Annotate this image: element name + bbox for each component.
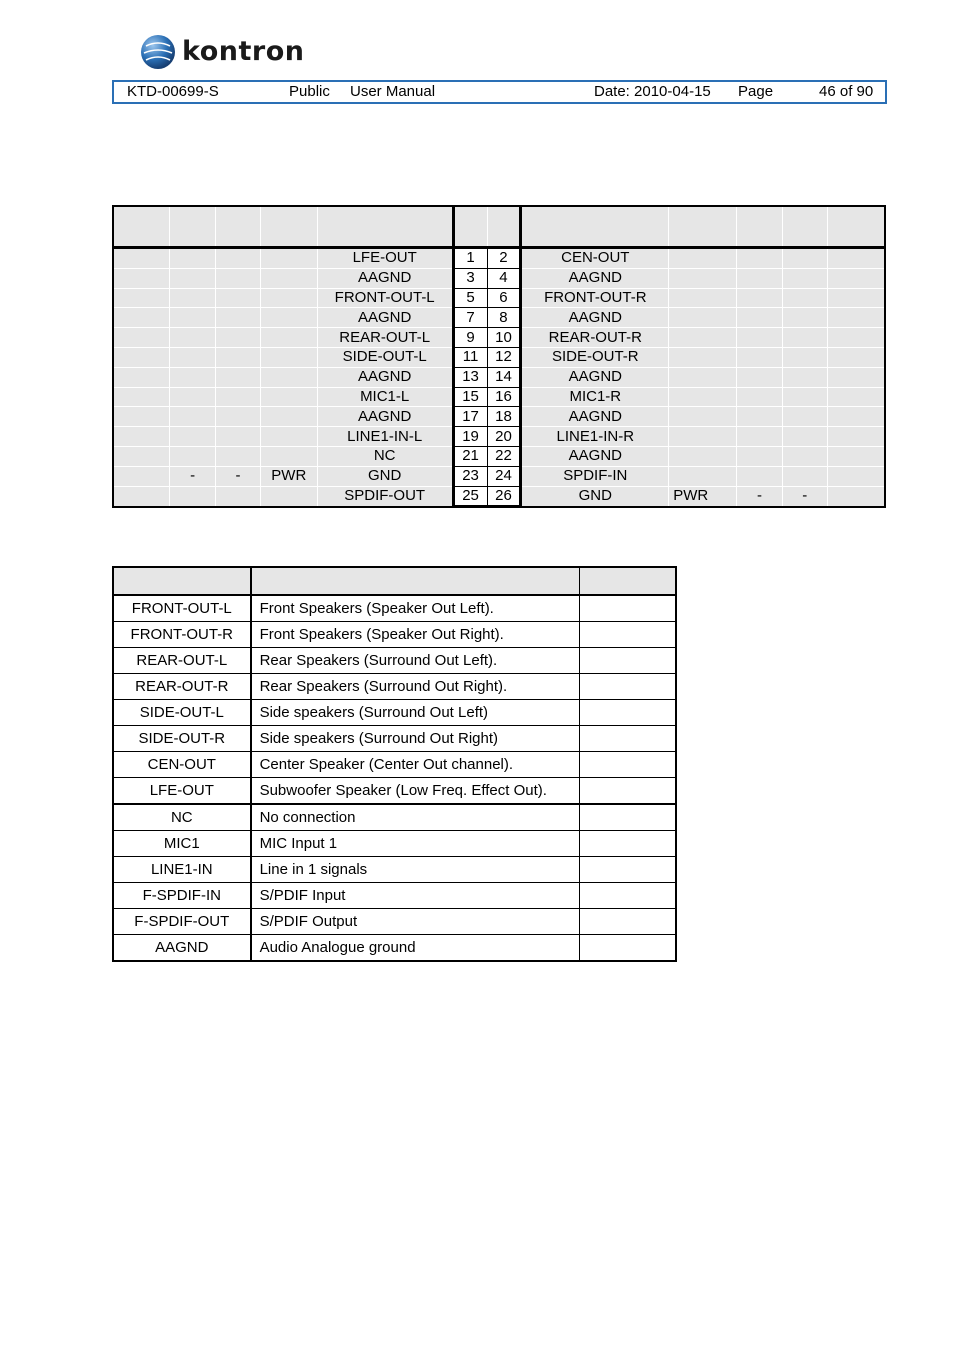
page-header-bar xyxy=(112,80,887,104)
signal-right: CEN-OUT xyxy=(521,248,669,269)
pin-attr-right xyxy=(827,328,885,348)
signal-left: LFE-OUT xyxy=(317,248,453,269)
signal-left: LINE1-IN-L xyxy=(317,427,453,447)
pin-row xyxy=(113,347,885,367)
pin-attr-left xyxy=(170,288,216,308)
pin-number-odd: 17 xyxy=(453,407,487,427)
pin-attr-right xyxy=(827,288,885,308)
pin-attr-left xyxy=(260,347,317,367)
signal-row xyxy=(113,857,676,883)
pin-attr-right xyxy=(737,387,783,407)
pin-attr-left xyxy=(260,387,317,407)
pin-attr-left xyxy=(216,486,261,507)
pin-attr-left xyxy=(260,446,317,466)
signal-left: REAR-OUT-L xyxy=(317,328,453,348)
signal-name: REAR-OUT-L xyxy=(113,648,251,674)
signal-description: MIC Input 1 xyxy=(251,831,580,857)
signal-left: AAGND xyxy=(317,268,453,288)
pin-attr-left: - xyxy=(216,466,261,486)
pin-attr-right xyxy=(669,347,737,367)
pin-attr-left xyxy=(260,367,317,387)
pin-attr-left xyxy=(170,248,216,269)
pin-number-odd: 19 xyxy=(453,427,487,447)
signal-note xyxy=(580,622,676,648)
signal-name: LINE1-IN xyxy=(113,857,251,883)
signal-right: MIC1-R xyxy=(521,387,669,407)
pin-number-odd: 15 xyxy=(453,387,487,407)
pin-number-even: 12 xyxy=(487,347,521,367)
pin-attr-right xyxy=(827,407,885,427)
pin-number-odd: 3 xyxy=(453,268,487,288)
signal-description: Front Speakers (Speaker Out Left). xyxy=(251,595,580,622)
pin-attr-left xyxy=(216,268,261,288)
pin-number-odd: 9 xyxy=(453,328,487,348)
signal-left: NC xyxy=(317,446,453,466)
signal-right: LINE1-IN-R xyxy=(521,427,669,447)
pin-attr-right: PWR xyxy=(669,486,737,507)
pin-attr-left xyxy=(216,308,261,328)
signal-row xyxy=(113,831,676,857)
pin-attr-right xyxy=(827,446,885,466)
signal-row xyxy=(113,622,676,648)
pin-attr-left xyxy=(260,407,317,427)
pin-attr-left xyxy=(260,427,317,447)
signal-row xyxy=(113,726,676,752)
pin-number-even: 8 xyxy=(487,308,521,328)
pin-attr-left xyxy=(170,446,216,466)
signal-left: AAGND xyxy=(317,407,453,427)
pin-attr-left xyxy=(113,407,170,427)
signal-row xyxy=(113,674,676,700)
pin-attr-right xyxy=(827,486,885,507)
signal-right: SPDIF-IN xyxy=(521,466,669,486)
pin-attr-right xyxy=(827,427,885,447)
signal-left: MIC1-L xyxy=(317,387,453,407)
pin-attr-left xyxy=(260,288,317,308)
pin-attr-right xyxy=(669,466,737,486)
signal-row xyxy=(113,648,676,674)
pin-attr-left xyxy=(170,407,216,427)
signal-table-header xyxy=(113,567,676,595)
pin-number-even: 10 xyxy=(487,328,521,348)
signal-name: FRONT-OUT-R xyxy=(113,622,251,648)
pin-table-header xyxy=(113,206,885,248)
signal-name: F-SPDIF-IN xyxy=(113,883,251,909)
signal-left: FRONT-OUT-L xyxy=(317,288,453,308)
signal-right: SIDE-OUT-R xyxy=(521,347,669,367)
pin-number-even: 16 xyxy=(487,387,521,407)
pin-number-odd: 25 xyxy=(453,486,487,507)
pin-attr-right xyxy=(669,446,737,466)
pin-attr-right xyxy=(827,387,885,407)
pin-attr-right xyxy=(669,248,737,269)
pin-attr-left xyxy=(113,387,170,407)
signal-name: CEN-OUT xyxy=(113,752,251,778)
pin-attr-right xyxy=(827,268,885,288)
pin-number-odd: 23 xyxy=(453,466,487,486)
pin-number-odd: 11 xyxy=(453,347,487,367)
signal-description: Rear Speakers (Surround Out Left). xyxy=(251,648,580,674)
pin-attr-left xyxy=(216,446,261,466)
signal-row xyxy=(113,804,676,831)
signal-description: S/PDIF Output xyxy=(251,909,580,935)
signal-row xyxy=(113,700,676,726)
pin-number-even: 18 xyxy=(487,407,521,427)
pin-attr-right xyxy=(669,308,737,328)
pin-attr-right xyxy=(782,347,827,367)
pin-attr-right xyxy=(737,288,783,308)
pin-attr-right xyxy=(782,308,827,328)
page-label: Page xyxy=(738,83,774,100)
pin-number-odd: 13 xyxy=(453,367,487,387)
signal-description: Side speakers (Surround Out Left) xyxy=(251,700,580,726)
pin-row xyxy=(113,427,885,447)
pin-number-even: 14 xyxy=(487,367,521,387)
pin-attr-left xyxy=(113,308,170,328)
connector-pinout-table xyxy=(112,205,886,508)
signal-note xyxy=(580,752,676,778)
doc-date: Date: 2010-04-15 xyxy=(594,83,711,100)
signal-description: S/PDIF Input xyxy=(251,883,580,909)
signal-name: FRONT-OUT-L xyxy=(113,595,251,622)
signal-description: No connection xyxy=(251,804,580,831)
pin-attr-right xyxy=(737,466,783,486)
pin-attr-left xyxy=(113,347,170,367)
pin-attr-left xyxy=(216,367,261,387)
signal-description: Front Speakers (Speaker Out Right). xyxy=(251,622,580,648)
pin-attr-left xyxy=(113,288,170,308)
pin-attr-left xyxy=(170,486,216,507)
pin-attr-right xyxy=(669,407,737,427)
pin-attr-right xyxy=(669,328,737,348)
signal-note xyxy=(580,674,676,700)
signal-note xyxy=(580,726,676,752)
signal-right: REAR-OUT-R xyxy=(521,328,669,348)
pin-attr-right xyxy=(669,268,737,288)
pin-attr-right xyxy=(782,466,827,486)
signal-note xyxy=(580,648,676,674)
pin-attr-right xyxy=(827,308,885,328)
pin-attr-right xyxy=(782,367,827,387)
pin-attr-left xyxy=(170,308,216,328)
pin-attr-right xyxy=(737,367,783,387)
signal-name: SIDE-OUT-L xyxy=(113,700,251,726)
brand-name: kontron xyxy=(182,35,305,67)
pin-attr-right xyxy=(737,308,783,328)
pin-attr-left xyxy=(170,347,216,367)
pin-attr-left xyxy=(216,328,261,348)
page-number: 46 of 90 xyxy=(819,83,874,100)
signal-description-table xyxy=(112,566,677,962)
pin-attr-left xyxy=(216,347,261,367)
signal-description: Audio Analogue ground xyxy=(251,935,580,962)
pin-attr-left xyxy=(113,268,170,288)
signal-note xyxy=(580,935,676,962)
doc-type: User Manual xyxy=(350,83,436,100)
pin-attr-right xyxy=(827,347,885,367)
pin-attr-left xyxy=(216,427,261,447)
pin-row xyxy=(113,486,885,507)
signal-right: AAGND xyxy=(521,446,669,466)
pin-attr-right: - xyxy=(737,486,783,507)
pin-attr-left xyxy=(113,367,170,387)
signal-note xyxy=(580,857,676,883)
pin-attr-right xyxy=(669,288,737,308)
signal-note xyxy=(580,831,676,857)
signal-note xyxy=(580,700,676,726)
signal-left: GND xyxy=(317,466,453,486)
signal-name: F-SPDIF-OUT xyxy=(113,909,251,935)
signal-name: MIC1 xyxy=(113,831,251,857)
pin-number-odd: 7 xyxy=(453,308,487,328)
pin-row xyxy=(113,387,885,407)
pin-number-odd: 5 xyxy=(453,288,487,308)
pin-attr-right xyxy=(669,367,737,387)
pin-attr-left xyxy=(113,486,170,507)
pin-attr-left xyxy=(113,248,170,269)
pin-attr-right xyxy=(782,427,827,447)
pin-attr-left xyxy=(113,427,170,447)
pin-attr-right xyxy=(737,347,783,367)
pin-attr-right xyxy=(827,248,885,269)
signal-right: FRONT-OUT-R xyxy=(521,288,669,308)
pin-attr-right xyxy=(827,367,885,387)
pin-attr-left xyxy=(260,268,317,288)
pin-attr-left xyxy=(216,288,261,308)
pin-attr-right xyxy=(782,328,827,348)
signal-right: GND xyxy=(521,486,669,507)
pin-attr-left xyxy=(113,328,170,348)
signal-description: Subwoofer Speaker (Low Freq. Effect Out). xyxy=(251,778,580,805)
pin-number-even: 26 xyxy=(487,486,521,507)
pin-number-even: 6 xyxy=(487,288,521,308)
pin-attr-left xyxy=(170,268,216,288)
pin-attr-left xyxy=(260,248,317,269)
pin-attr-right xyxy=(827,466,885,486)
classification: Public xyxy=(289,83,330,100)
pin-attr-left xyxy=(260,308,317,328)
pin-attr-left xyxy=(170,367,216,387)
signal-description: Center Speaker (Center Out channel). xyxy=(251,752,580,778)
pin-attr-left xyxy=(170,387,216,407)
signal-note xyxy=(580,778,676,805)
signal-left: AAGND xyxy=(317,308,453,328)
signal-right: AAGND xyxy=(521,367,669,387)
pin-attr-right xyxy=(782,288,827,308)
signal-row xyxy=(113,909,676,935)
pin-attr-right xyxy=(669,387,737,407)
pin-number-even: 4 xyxy=(487,268,521,288)
pin-attr-right xyxy=(669,427,737,447)
pin-number-odd: 1 xyxy=(453,248,487,269)
signal-row xyxy=(113,595,676,622)
pin-attr-left: PWR xyxy=(260,466,317,486)
pin-row xyxy=(113,446,885,466)
pin-row xyxy=(113,308,885,328)
signal-left: AAGND xyxy=(317,367,453,387)
pin-attr-left xyxy=(113,446,170,466)
pin-number-odd: 21 xyxy=(453,446,487,466)
signal-note xyxy=(580,595,676,622)
pin-attr-left xyxy=(260,328,317,348)
pin-attr-left xyxy=(260,486,317,507)
signal-row xyxy=(113,935,676,962)
pin-row xyxy=(113,328,885,348)
pin-attr-right xyxy=(782,446,827,466)
pin-attr-left xyxy=(113,466,170,486)
signal-left: SIDE-OUT-L xyxy=(317,347,453,367)
pin-attr-right xyxy=(737,248,783,269)
signal-note xyxy=(580,883,676,909)
signal-name: REAR-OUT-R xyxy=(113,674,251,700)
pin-attr-right xyxy=(782,407,827,427)
signal-right: AAGND xyxy=(521,407,669,427)
pin-attr-left xyxy=(170,427,216,447)
signal-description: Rear Speakers (Surround Out Right). xyxy=(251,674,580,700)
signal-row xyxy=(113,883,676,909)
pin-attr-right xyxy=(737,328,783,348)
signal-note xyxy=(580,909,676,935)
pin-attr-left xyxy=(216,248,261,269)
pin-attr-left xyxy=(216,387,261,407)
pin-number-even: 20 xyxy=(487,427,521,447)
pin-attr-right xyxy=(737,446,783,466)
pin-number-even: 2 xyxy=(487,248,521,269)
pin-attr-right xyxy=(782,387,827,407)
signal-description: Line in 1 signals xyxy=(251,857,580,883)
pin-row xyxy=(113,268,885,288)
signal-left: SPDIF-OUT xyxy=(317,486,453,507)
pin-attr-right xyxy=(737,268,783,288)
signal-description: Side speakers (Surround Out Right) xyxy=(251,726,580,752)
signal-row xyxy=(113,752,676,778)
kontron-logo xyxy=(140,32,305,72)
pin-attr-right xyxy=(737,427,783,447)
pin-attr-right xyxy=(737,407,783,427)
doc-id: KTD-00699-S xyxy=(127,83,219,100)
pin-row xyxy=(113,288,885,308)
pin-attr-left xyxy=(170,328,216,348)
pin-row xyxy=(113,466,885,486)
pin-attr-right xyxy=(782,268,827,288)
signal-name: SIDE-OUT-R xyxy=(113,726,251,752)
signal-name: LFE-OUT xyxy=(113,778,251,805)
pin-number-even: 22 xyxy=(487,446,521,466)
pin-attr-left xyxy=(216,407,261,427)
signal-note xyxy=(580,804,676,831)
signal-name: NC xyxy=(113,804,251,831)
globe-icon xyxy=(140,34,176,70)
signal-right: AAGND xyxy=(521,308,669,328)
pin-number-even: 24 xyxy=(487,466,521,486)
pin-row xyxy=(113,367,885,387)
pin-attr-left: - xyxy=(170,466,216,486)
pin-attr-right: - xyxy=(782,486,827,507)
signal-row xyxy=(113,778,676,805)
signal-right: AAGND xyxy=(521,268,669,288)
pin-row xyxy=(113,407,885,427)
pin-attr-right xyxy=(782,248,827,269)
signal-name: AAGND xyxy=(113,935,251,962)
pin-row xyxy=(113,248,885,269)
